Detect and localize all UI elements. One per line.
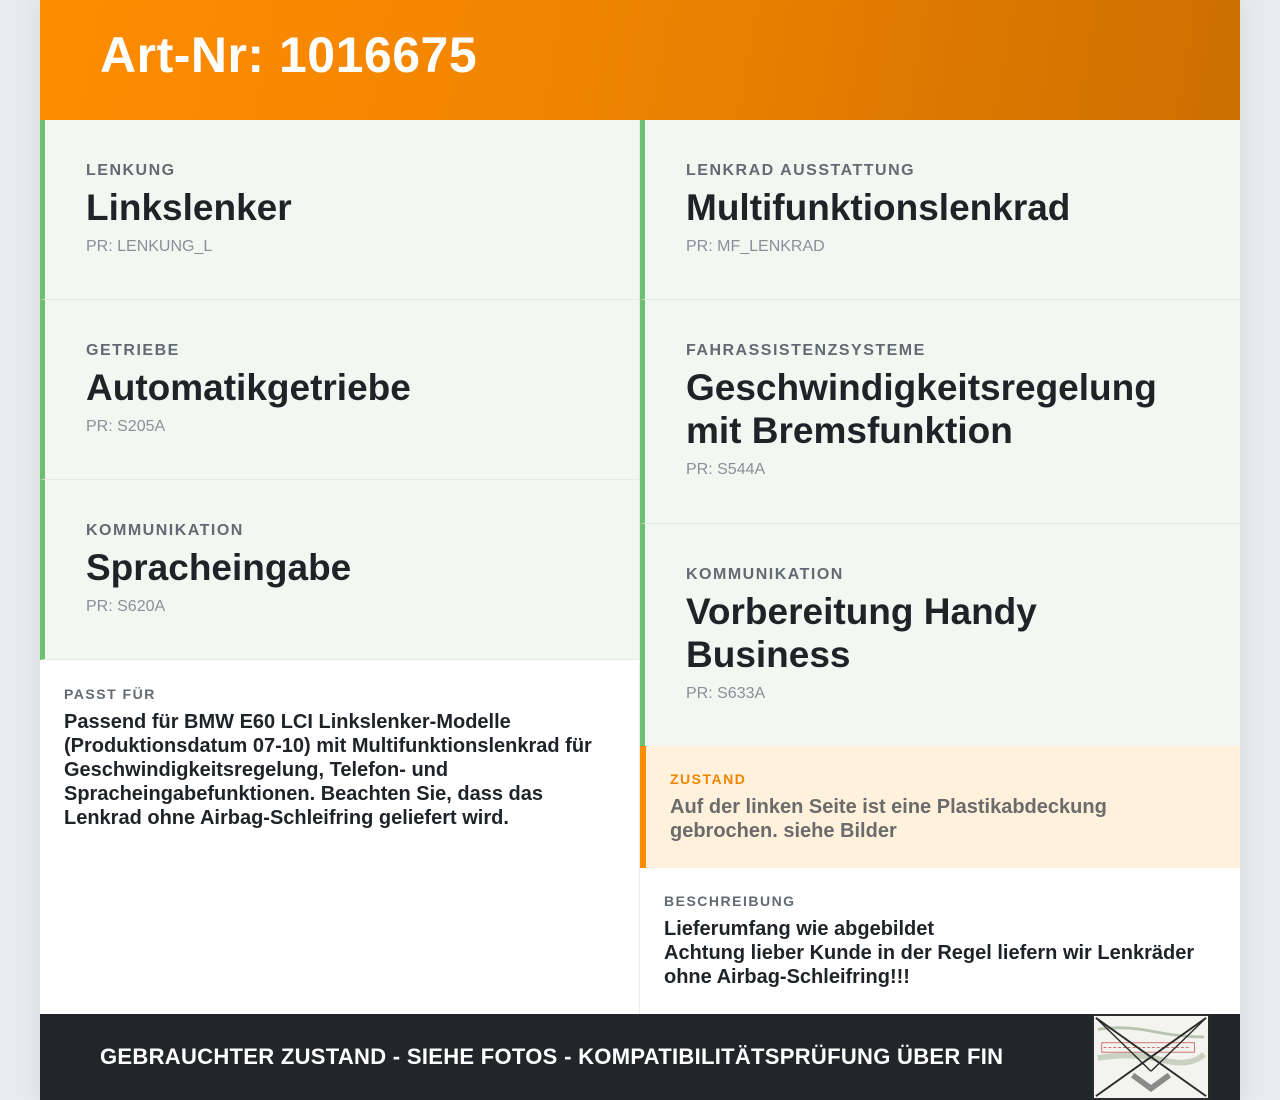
mercedes-label-stamp-icon	[1092, 1014, 1210, 1100]
feature-voice-input	[40, 480, 640, 660]
feature-label: KOMMUNIKATION	[86, 522, 244, 539]
feature-label: LENKRAD AUSSTATTUNG	[686, 162, 916, 179]
description-line-1: Lieferumfang wie abgebildet	[664, 918, 935, 940]
feature-code: PR: S205A	[86, 418, 166, 435]
feature-code: PR: S633A	[686, 685, 766, 702]
description-label: BESCHREIBUNG	[664, 893, 796, 909]
description-section	[640, 868, 1240, 1014]
feature-label: KOMMUNIKATION	[686, 566, 844, 583]
footer-bar	[40, 1014, 1240, 1100]
feature-value: Geschwindigkeitsregelung mit Bremsfunktion	[686, 367, 1157, 451]
feature-value: Vorbereitung Handy Business	[686, 591, 1037, 675]
condition-text: Auf der linken Seite ist eine Plastikabdeckung gebrochen. siehe Bilder	[670, 796, 1107, 842]
features-right-column	[640, 120, 1240, 746]
fits-section	[40, 660, 640, 1014]
feature-code: PR: S620A	[86, 598, 166, 615]
feature-code: PR: S544A	[686, 461, 766, 478]
header-bar	[40, 0, 1240, 120]
feature-steering-wheel	[640, 120, 1240, 300]
article-number-title: Art-Nr: 1016675	[100, 27, 478, 83]
feature-label: GETRIEBE	[86, 342, 180, 359]
feature-driver-assistance	[640, 300, 1240, 524]
feature-value: Linkslenker	[86, 187, 292, 228]
product-sheet	[40, 0, 1240, 1100]
feature-value: Automatikgetriebe	[86, 367, 411, 408]
description-text	[664, 917, 1216, 989]
footer-notice: GEBRAUCHTER ZUSTAND - SIEHE FOTOS - KOMPATIBILITÄTSPRÜFUNG ÜBER FIN	[100, 1044, 1004, 1069]
feature-phone-prep	[640, 524, 1240, 746]
condition-section	[640, 746, 1240, 868]
feature-transmission	[40, 300, 640, 480]
feature-value: Spracheingabe	[86, 547, 352, 588]
feature-code: PR: LENKUNG_L	[86, 238, 213, 255]
condition-label: ZUSTAND	[670, 771, 747, 787]
feature-steering	[40, 120, 640, 300]
description-line-2: Achtung lieber Kunde in der Regel liefern wir Lenkräder ohne Airbag-Schleifring!!!	[664, 942, 1195, 988]
feature-value: Multifunktionslenkrad	[686, 187, 1071, 228]
fits-label: PASST FÜR	[64, 686, 156, 702]
fits-text: Passend für BMW E60 LCI Linkslenker-Modelle (Produktionsdatum 07-10) mit Multifunktionslenkrad für Geschwindigkeitsregelung, Telefon- und Spracheingabefunktionen. Beachten Sie, dass das Lenkrad ohne Airbag-Schleifring geliefert wird.	[64, 711, 592, 829]
feature-label: LENKUNG	[86, 162, 176, 179]
features-left-column	[40, 120, 640, 660]
feature-code: PR: MF_LENKRAD	[686, 238, 825, 255]
feature-label: FAHRASSISTENZSYSTEME	[686, 342, 926, 359]
